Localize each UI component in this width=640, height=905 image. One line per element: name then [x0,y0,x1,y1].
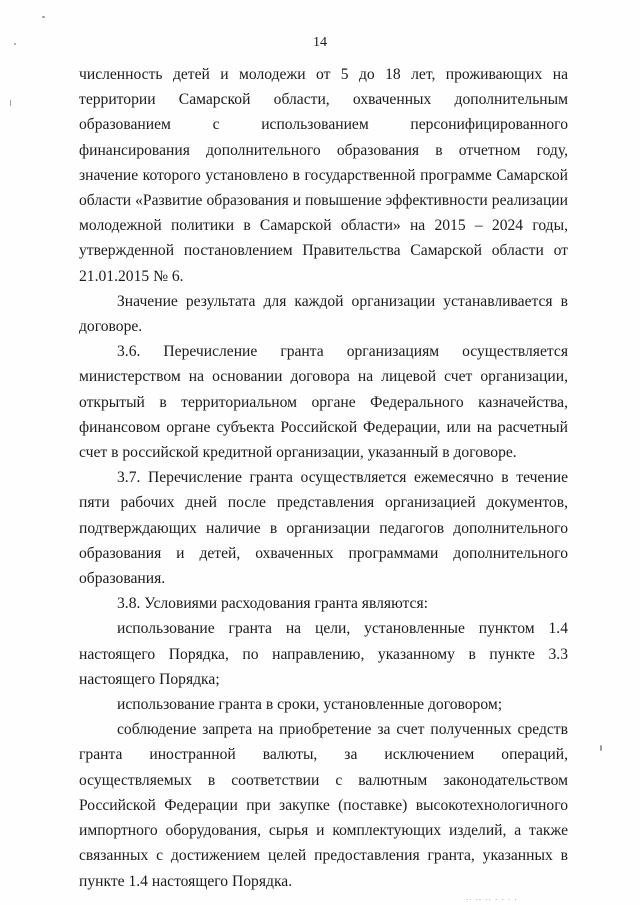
scan-mark-top-left [42,16,45,18]
paragraph-3-8: 3.8. Условиями расходования гранта являются: [117,595,428,613]
paragraph-continuation: численность детей и молодежи от 5 до 18 лет, проживающих на территории Самарской области, охваченных дополнительным образованием с использованием персонифицированного финансирования дополнительного образования в отчетном году, значение которого установлено в государственной программе Самарской области «Развитие образования и повышение эффективности реализации молодежной политики в Самарской области» на 2015 – 2024 годы, утвержденной постановлением Правительства Самарской области от 21.01.2015 № 6. [79,66,568,285]
paragraph-condition-currency: соблюдение запрета на приобретение за счет полученных средств гранта иностранной валюты, за исключением операций, осуществляемых в соответствии с валютным законодательством Российской Федерации при закупке (поставке) высокотехнологичного импортного оборудования, сырья и комплектующих изделий, а также связанных с достижением целей предоставления гранта, указанных в пункте 1.4 настоящего Порядка. [79,721,568,890]
scan-noise-footer: ·· ·· ·· · · · · [466,896,518,904]
paragraph-condition-deadline: использование гранта в сроки, установленные договором; [117,696,503,714]
paragraph-3-6: 3.6. Перечисление гранта организациям осуществляется министерством на основании договора на лицевой счет организации, открытый в территориальном органе Федерального казначейства, финансовом органе субъекта Российской Федерации, или на расчетный счет в российской кредитной организации, указанный в договоре. [79,343,568,462]
paragraph-3-7: 3.7. Перечисление гранта осуществляется ежемесячно в течение пяти рабочих дней после представления организацией документов, подтверждающих наличие в организации педагогов дополнительного образования и детей, охваченных программами дополнительного образования. [79,469,568,588]
scan-mark-left-2 [10,100,11,106]
paragraph-result-value: Значение результата для каждой организации устанавливается в договоре. [79,292,568,336]
page-number: 14 [313,35,327,50]
scan-mark-right [600,745,602,751]
document-body [79,62,568,894]
paragraph-condition-purpose: использование гранта на цели, установленные пунктом 1.4 настоящего Порядка, по направлению, указанному в пункте 3.3 настоящего Порядка; [79,620,568,688]
